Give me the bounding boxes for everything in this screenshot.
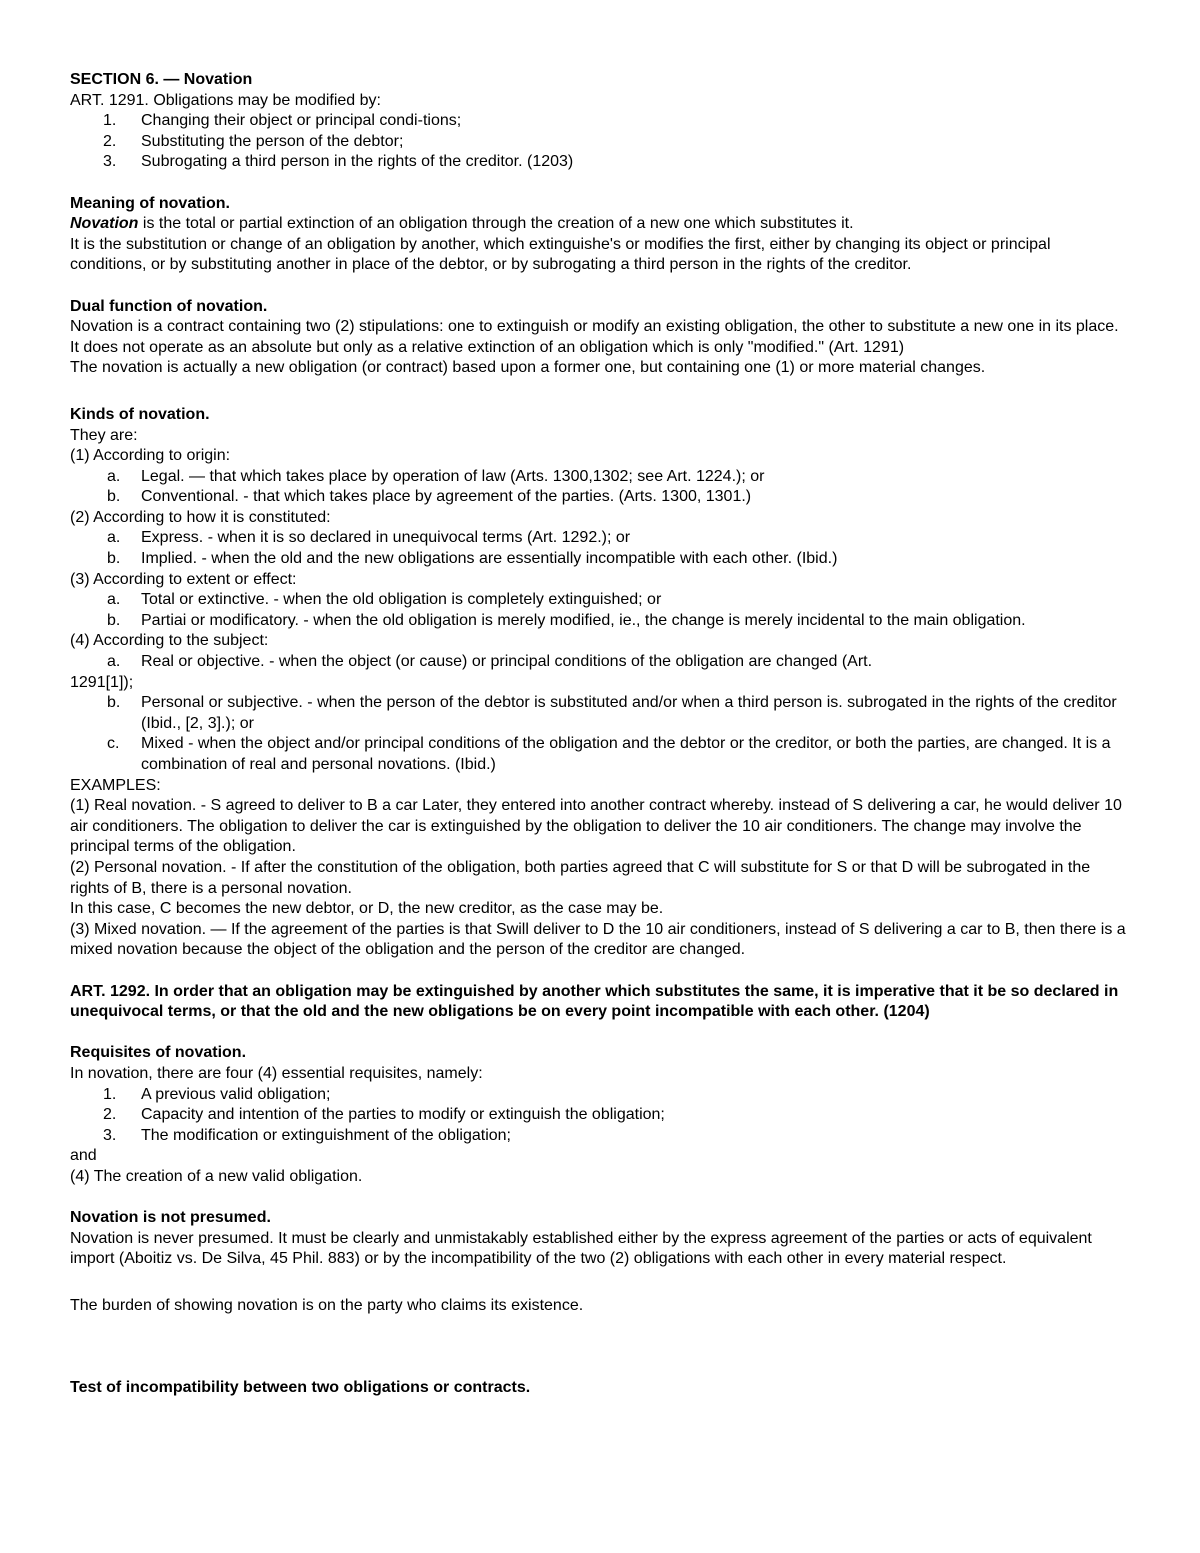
requisites-heading: Requisites of novation. [70,1044,247,1062]
kinds-group-label: (4) According to the subject: [70,632,269,650]
list-item: a. Total or extinctive. - when the old obligation is completely extinguished; or [107,591,662,609]
not-presumed-heading: Novation is not presumed. [70,1209,271,1227]
list-item: c. Mixed - when the object and/or principal conditions of the obligation and the debtor or the creditor, or both the parties, are changed. It is a combination of real and personal novations. (Ibid.) [107,735,1111,773]
meaning-definition: Novation is the total or partial extinction of an obligation through the creation of a new one which substitutes it. [70,215,854,233]
requisites-fourth: (4) The creation of a new valid obligation. [70,1167,363,1185]
novation-term: Novation [70,215,139,233]
list-item: 3. Subrogating a third person in the rights of the creditor. (1203) [103,153,574,171]
dual-paragraph: It does not operate as an absolute but only as a relative extinction of an obligation which is only "modified." (Art. 1291) [70,338,905,356]
example-paragraph: (3) Mixed novation. — If the agreement of the parties is that Swill deliver to D the 10 air conditioners, instead of S delivering a car to B, then there is a mixed novation because the object of the obligation and the person of the creditor are changed. [70,920,1126,959]
list-item: b. Personal or subjective. - when the person of the debtor is substituted and/or when a third person is. subrogated in the rights of the creditor (Ibid., [2, 3].); or [107,694,1117,732]
meaning-paragraph: It is the substitution or change of an obligation by another, which extinguishe's or modifies the first, either by changing its object or principal conditions, or by substituting another in place of the debtor, or by subrogating a third person in the rights of the creditor. [70,235,1051,274]
test-heading: Test of incompatibility between two obligations or contracts. [70,1379,531,1397]
list-item: b. Conventional. - that which takes place by agreement of the parties. (Arts. 1300, 1301.) [107,488,752,506]
meaning-heading: Meaning of novation. [70,194,230,212]
document-page [70,70,1130,1399]
list-item: 3. The modification or extinguishment of the obligation; [103,1126,511,1144]
not-presumed-paragraph: Novation is never presumed. It must be clearly and unmistakably established either by the express agreement of the parties or acts of equivalent import (Aboitiz vs. De Silva, 45 Phil. 883) or by the incompatibility of the two (2) obligations with each other in every material respect. [70,1229,1092,1268]
list-item: 2. Capacity and intention of the parties to modify or extinguish the obligation; [103,1106,665,1124]
kinds-group-label: (2) According to how it is constituted: [70,508,331,526]
list-item: a. Express. - when it is so declared in unequivocal terms (Art. 1292.); or [107,529,631,547]
art-1291-heading: ART. 1291. Obligations may be modified by: [70,91,381,109]
list-item: a. Legal. — that which takes place by operation of law (Arts. 1300,1302; see Art. 1224.); or [107,467,765,485]
example-paragraph: (2) Personal novation. - If after the constitution of the obligation, both parties agreed that C will substitute for S or that D will be subrogated in the rights of B, there is a personal novation. [70,858,1091,897]
dual-paragraph: The novation is actually a new obligation (or contract) based upon a former one, but containing one (1) or more material changes. [70,359,986,377]
list-item: 1. A previous valid obligation; [103,1085,331,1103]
kinds-intro: They are: [70,426,138,444]
dual-function-heading: Dual function of novation. [70,297,268,315]
requisites-intro: In novation, there are four (4) essential requisites, namely: [70,1064,483,1082]
requisites-and: and [70,1147,97,1165]
example-paragraph: In this case, C becomes the new debtor, or D, the new creditor, as the case may be. [70,900,664,918]
kinds-group-label: (3) According to extent or effect: [70,570,297,588]
burden-paragraph: The burden of showing novation is on the party who claims its existence. [70,1296,584,1314]
list-item: b. Implied. - when the old and the new obligations are essentially incompatible with each other. (Ibid.) [107,550,838,568]
kinds-group-label: (1) According to origin: [70,447,231,465]
art-1292-text: ART. 1292. In order that an obligation may be extinguished by another which substitutes the same, it is imperative that it be so declared in unequivocal terms, or that the old and the new obligations be on every point incompatible with each other. (1204) [70,982,1119,1021]
list-item: a. Real or objective. - when the object (or cause) or principal conditions of the obligation are changed (Art. [107,653,873,671]
kinds-heading: Kinds of novation. [70,405,210,423]
list-item-continuation: 1291[1]); [70,673,134,691]
example-paragraph: (1) Real novation. - S agreed to deliver to B a car Later, they entered into another contract whereby. instead of S delivering a car, he would deliver 10 air conditioners. The obligation to deliver the car is extinguished by the obligation to deliver the 10 air conditioners. The change may involve the principal terms of the obligation. [70,797,1122,856]
section-title: SECTION 6. — Novation [70,71,253,88]
list-item: 2. Substituting the person of the debtor; [103,132,404,150]
examples-label: EXAMPLES: [70,776,161,794]
list-item: b. Partiai or modificatory. - when the old obligation is merely modified, ie., the change is merely incidental to the main obligation. [107,611,1026,629]
dual-paragraph: Novation is a contract containing two (2) stipulations: one to extinguish or modify an existing obligation, the other to substitute a new one in its place. [70,318,1119,336]
list-item: 1. Changing their object or principal condi-tions; [103,112,462,130]
